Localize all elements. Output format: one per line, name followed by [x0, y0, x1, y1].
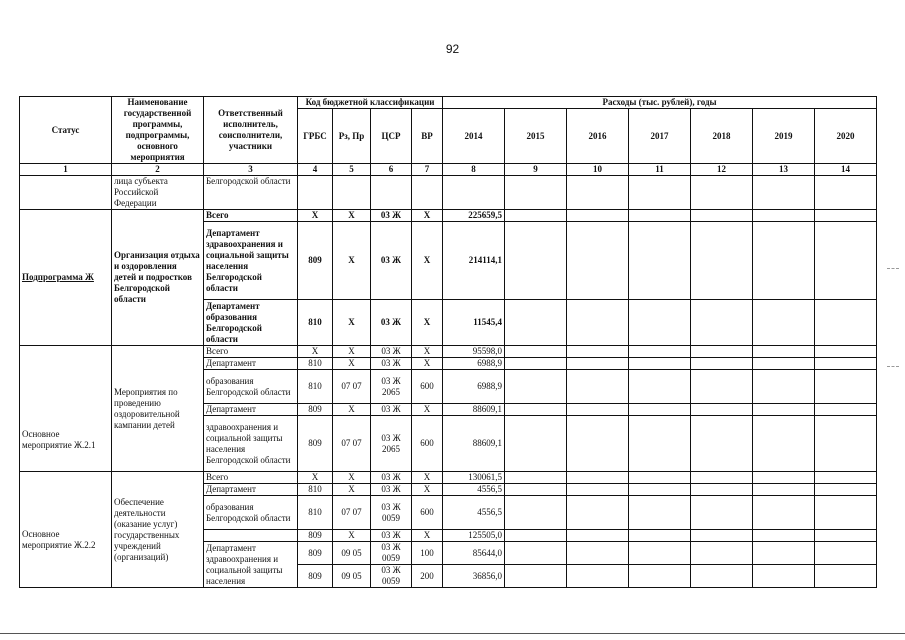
row-y2014: 88609,1	[443, 416, 505, 472]
row-grbs: 810	[298, 370, 333, 404]
row-y2014: 36856,0	[443, 565, 505, 588]
row-executor	[204, 530, 298, 542]
header-vr: ВР	[412, 109, 443, 164]
col-number: 5	[333, 164, 371, 176]
row-rzpr: Х	[333, 404, 371, 416]
row-vr: 600	[412, 496, 443, 530]
row-csr: 03 Ж	[371, 358, 412, 370]
row-y2014: 88609,1	[443, 404, 505, 416]
header-budget-code: Код бюджетной классификации	[298, 97, 443, 109]
row-rzpr: Х	[333, 300, 371, 346]
row-status: Подпрограмма Ж	[20, 210, 112, 346]
row-executor: Департамент здравоохранения и социальной защиты населения Белгородской области	[204, 222, 298, 300]
row-executor: Белгородской области	[204, 176, 298, 210]
table-row	[20, 210, 877, 222]
row-csr: 03 Ж	[371, 210, 412, 222]
row-executor: Всего	[204, 210, 298, 222]
row-csr: 03 Ж 0059	[371, 496, 412, 530]
header-csr: ЦСР	[371, 109, 412, 164]
row-name: Мероприятия по проведению оздоровительной кампании детей	[112, 346, 204, 472]
col-number: 7	[412, 164, 443, 176]
row-grbs: 810	[298, 484, 333, 496]
header-year: 2017	[629, 109, 691, 164]
row-rzpr: Х	[333, 358, 371, 370]
row-rzpr: Х	[333, 472, 371, 484]
row-rzpr: Х	[333, 530, 371, 542]
table-row	[20, 472, 877, 484]
row-grbs: 809	[298, 530, 333, 542]
row-grbs: 809	[298, 542, 333, 565]
row-executor: Департамент здравоохранения и социальной защиты населения	[204, 542, 298, 588]
page-bottom-rule	[0, 633, 905, 634]
row-csr: 03 Ж 0059	[371, 565, 412, 588]
row-vr: Х	[412, 222, 443, 300]
row-csr: 03 Ж	[371, 404, 412, 416]
row-vr: Х	[412, 300, 443, 346]
header-year: 2019	[753, 109, 815, 164]
header-expenses: Расходы (тыс. рублей), годы	[443, 97, 877, 109]
row-csr: 03 Ж	[371, 472, 412, 484]
row-vr: Х	[412, 358, 443, 370]
header-status: Статус	[20, 97, 112, 164]
row-vr: 600	[412, 370, 443, 404]
row-y2014: 95598,0	[443, 346, 505, 358]
row-grbs: Х	[298, 210, 333, 222]
col-number: 12	[691, 164, 753, 176]
row-grbs: 809	[298, 222, 333, 300]
row-executor: Всего	[204, 472, 298, 484]
header-year: 2015	[505, 109, 567, 164]
row-csr: 03 Ж	[371, 530, 412, 542]
row-rzpr: Х	[333, 484, 371, 496]
row-grbs: Х	[298, 346, 333, 358]
row-executor: Департамент	[204, 358, 298, 370]
col-number: 14	[815, 164, 877, 176]
row-executor: образования Белгородской области	[204, 370, 298, 404]
col-number: 13	[753, 164, 815, 176]
row-name: лица субъекта Российской Федерации	[112, 176, 204, 210]
row-csr: 03 Ж	[371, 300, 412, 346]
header-name: Наименование государственной программы, подпрограммы, основного мероприятия	[112, 97, 204, 164]
row-vr: 600	[412, 416, 443, 472]
page-number: 92	[445, 42, 460, 56]
header-year: 2016	[567, 109, 629, 164]
row-executor: Департамент образования Белгородской области	[204, 300, 298, 346]
col-number: 4	[298, 164, 333, 176]
row-vr: Х	[412, 530, 443, 542]
row-y2014: 6988,9	[443, 370, 505, 404]
row-status: Основное мероприятие Ж.2.1	[20, 346, 112, 472]
row-grbs: 809	[298, 404, 333, 416]
row-csr: 03 Ж	[371, 484, 412, 496]
row-vr: Х	[412, 484, 443, 496]
col-number: 1	[20, 164, 112, 176]
row-executor: Всего	[204, 346, 298, 358]
row-rzpr: 09 05	[333, 565, 371, 588]
col-number: 2	[112, 164, 204, 176]
col-number: 9	[505, 164, 567, 176]
row-y2014: 130061,5	[443, 472, 505, 484]
budget-table	[19, 96, 877, 588]
col-number: 10	[567, 164, 629, 176]
row-vr: Х	[412, 210, 443, 222]
table-row	[20, 346, 877, 358]
header-year: 2020	[815, 109, 877, 164]
col-number: 11	[629, 164, 691, 176]
col-number: 6	[371, 164, 412, 176]
col-number: 3	[204, 164, 298, 176]
row-executor: Департамент	[204, 484, 298, 496]
row-vr: Х	[412, 346, 443, 358]
row-name: Обеспечение деятельности (оказание услуг) государственных учреждений (организаций)	[112, 472, 204, 588]
row-y2014: 85644,0	[443, 542, 505, 565]
row-y2014: 125505,0	[443, 530, 505, 542]
row-vr: Х	[412, 404, 443, 416]
header-rzpr: Рз, Пр	[333, 109, 371, 164]
row-grbs: 810	[298, 300, 333, 346]
row-y2014: 4556,5	[443, 484, 505, 496]
row-rzpr: 07 07	[333, 496, 371, 530]
row-executor: Департамент	[204, 404, 298, 416]
table-row	[20, 176, 877, 210]
row-csr: 03 Ж	[371, 222, 412, 300]
row-y2014: 11545,4	[443, 300, 505, 346]
row-y2014: 225659,5	[443, 210, 505, 222]
row-vr: Х	[412, 472, 443, 484]
row-executor: здравоохранения и социальной защиты населения Белгородской области	[204, 416, 298, 472]
col-number: 8	[443, 164, 505, 176]
row-grbs: 809	[298, 416, 333, 472]
row-grbs: Х	[298, 472, 333, 484]
row-rzpr: 09 05	[333, 542, 371, 565]
row-name: Организация отдыха и оздоровления детей и подростков Белгородской области	[112, 210, 204, 346]
row-grbs: 810	[298, 358, 333, 370]
row-rzpr: 07 07	[333, 416, 371, 472]
row-executor: образования Белгородской области	[204, 496, 298, 530]
row-status: Основное мероприятие Ж.2.2	[20, 472, 112, 588]
row-rzpr: 07 07	[333, 370, 371, 404]
header-year: 2014	[443, 109, 505, 164]
row-y2014: 6988,9	[443, 358, 505, 370]
row-csr: 03 Ж 2065	[371, 370, 412, 404]
row-csr: 03 Ж 2065	[371, 416, 412, 472]
row-vr: 200	[412, 565, 443, 588]
header-year: 2018	[691, 109, 753, 164]
row-grbs: 810	[298, 496, 333, 530]
row-rzpr: Х	[333, 346, 371, 358]
scan-mark	[887, 268, 899, 269]
row-y2014: 4556,5	[443, 496, 505, 530]
header-grbs: ГРБС	[298, 109, 333, 164]
row-vr: 100	[412, 542, 443, 565]
row-y2014: 214114,1	[443, 222, 505, 300]
scan-mark	[887, 366, 899, 367]
row-csr: 03 Ж	[371, 346, 412, 358]
row-rzpr: Х	[333, 222, 371, 300]
header-executor: Ответственный исполнитель, соисполнители, участники	[204, 97, 298, 164]
row-grbs: 809	[298, 565, 333, 588]
row-csr: 03 Ж 0059	[371, 542, 412, 565]
row-rzpr: Х	[333, 210, 371, 222]
